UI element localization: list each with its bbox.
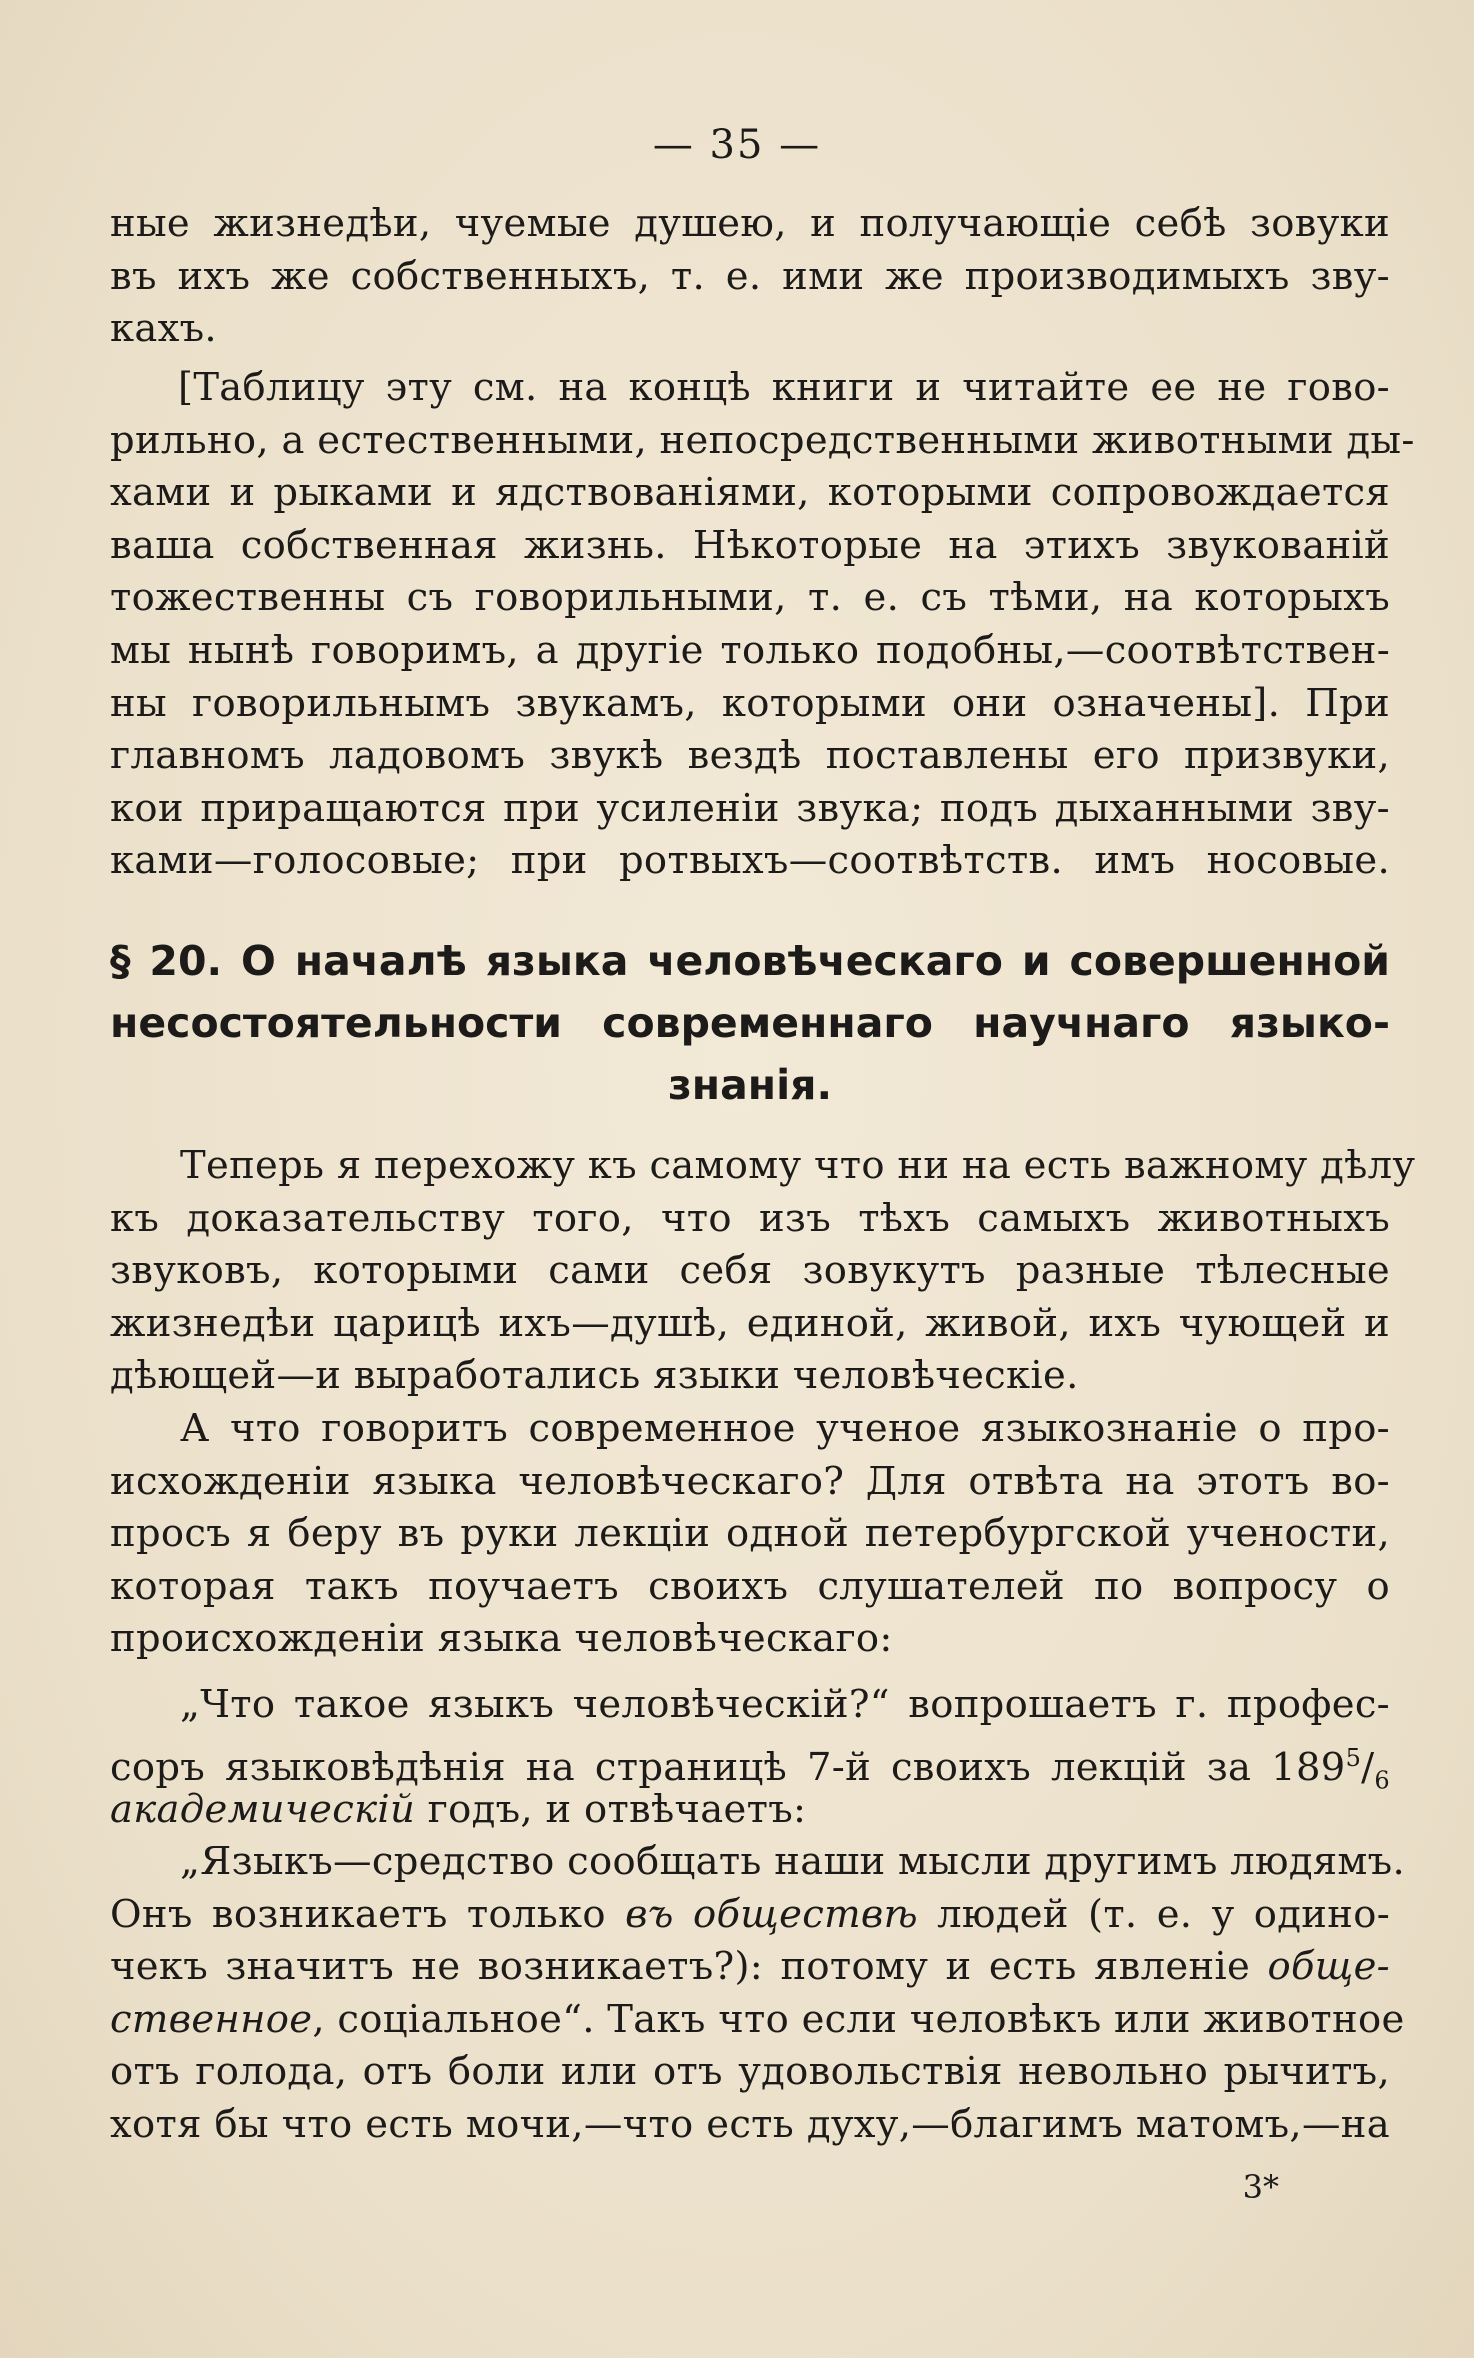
section-heading: [110, 930, 1390, 1116]
text-line: звуковъ, которыми сами себя зовукутъ разные тѣлесные: [110, 1248, 1390, 1294]
text-line: ные жизнедѣи, чуемые душею, и получающіе себѣ зовуки: [110, 201, 1390, 246]
text-line: ваша собственная жизнь. Нѣкоторые на этихъ звукованій: [110, 522, 1390, 568]
italic-text: ственное: [110, 1996, 313, 2042]
paragraph-quote-question: [110, 1679, 1390, 1837]
italic-text: въ обществѣ: [625, 1891, 918, 1937]
text-line: кои приращаются при усиленіи звука; подъ дыханными зву-: [110, 785, 1390, 831]
signature-mark: 3*: [1242, 2168, 1279, 2206]
text-line: исхожденіи языка человѣческаго? Для отвѣта на этотъ во-: [110, 1458, 1390, 1504]
text-line: [110, 1889, 1390, 1942]
text-line: ны говорильнымъ звукамъ, которыми они означены]. При: [110, 680, 1390, 726]
text-line: хами и рыками и ядствованіями, которыми сопровождается: [110, 470, 1390, 516]
text-fragment: людей (т. е. у одино-: [917, 1891, 1391, 1937]
heading-line: § 20. О началѣ языка человѣческаго и совершенной: [110, 937, 1390, 985]
text-line: [110, 1732, 1390, 1795]
text-line: которая такъ поучаетъ своихъ слушателей по вопросу о: [110, 1563, 1390, 1609]
text-line: ками—голосовые; при ротвыхъ—соотвѣтств. имъ носовые.: [110, 838, 1390, 884]
text-line: рильно, а естественными, непосредственными животными ды-: [110, 417, 1415, 463]
subscript: 6: [1374, 1766, 1390, 1795]
text-line: Теперь я перехожу къ самому что ни на есть важному дѣлу: [180, 1143, 1416, 1188]
text-line: дѣющей—и выработались языки человѣческіе.: [110, 1353, 1079, 1399]
text-line: главномъ ладовомъ звукѣ вездѣ поставлены его призвуки,: [110, 733, 1390, 779]
text-line: [110, 1941, 1390, 1994]
page-number: — 35 —: [652, 122, 822, 168]
text-line: жизнедѣи царицѣ ихъ—душѣ, единой, живой, ихъ чующей и: [110, 1300, 1390, 1346]
paragraph-what: [110, 1403, 1390, 1666]
text-fragment: Онъ возникаетъ только: [110, 1891, 626, 1937]
heading-line: знанія.: [667, 1061, 833, 1109]
text-fragment: годъ, и отвѣчаетъ:: [415, 1787, 807, 1833]
text-fragment: соръ языковѣдѣнія на страницѣ 7-й своихъ лекцій за 189: [110, 1744, 1346, 1790]
text-line: [110, 1994, 1405, 2047]
text-line: просъ я беру въ руки лекціи одной петербургской учености,: [110, 1511, 1390, 1557]
text-line: „Что такое языкъ человѣческій?“ вопрошаетъ г. профес-: [180, 1682, 1390, 1727]
paragraph-now: [110, 1140, 1416, 1403]
text-line: мы нынѣ говоримъ, а другіе только подобны,—соотвѣтствен-: [110, 627, 1390, 673]
text-line: [110, 1784, 1390, 1837]
text-line: происхожденіи языка человѣческаго:: [110, 1616, 893, 1662]
fraction-slash: /: [1361, 1744, 1375, 1790]
italic-text: академическій: [110, 1787, 416, 1833]
text-line: отъ голода, отъ боли или отъ удовольствія невольно рычитъ,: [110, 2049, 1390, 2095]
text-line: къ доказательству того, что изъ тѣхъ самыхъ животныхъ: [110, 1195, 1390, 1241]
text-line: хотя бы что есть мочи,—что есть духу,—благимъ матомъ,—на: [110, 2101, 1390, 2147]
text-line: въ ихъ же собственныхъ, т. е. ими же производимыхъ зву-: [110, 253, 1390, 299]
text-line: „Языкъ—средство сообщать наши мысли другимъ людямъ.: [180, 1839, 1406, 1884]
italic-text: обще-: [1267, 1944, 1390, 1990]
text-line: кахъ.: [110, 306, 217, 352]
superscript: 5: [1345, 1743, 1362, 1772]
text-line: [Таблицу эту см. на концѣ книги и читайте ее не гово-: [178, 365, 1390, 410]
paragraph-table-note: [110, 362, 1415, 888]
heading-line: несостоятельности современнаго научнаго языко-: [110, 999, 1390, 1047]
text-line: А что говоритъ современное ученое языкознаніе о про-: [180, 1406, 1390, 1451]
text-fragment: чекъ значитъ не возникаетъ?): потому и есть явленіе: [110, 1944, 1268, 1990]
text-fragment: , соціальное“. Такъ что если человѣкъ или животное: [312, 1996, 1405, 2042]
text-line: тожественны съ говорильными, т. е. съ тѣми, на которыхъ: [110, 575, 1390, 621]
paragraph-quote-answer: [110, 1836, 1406, 2152]
paragraph-continuation: [110, 198, 1390, 356]
